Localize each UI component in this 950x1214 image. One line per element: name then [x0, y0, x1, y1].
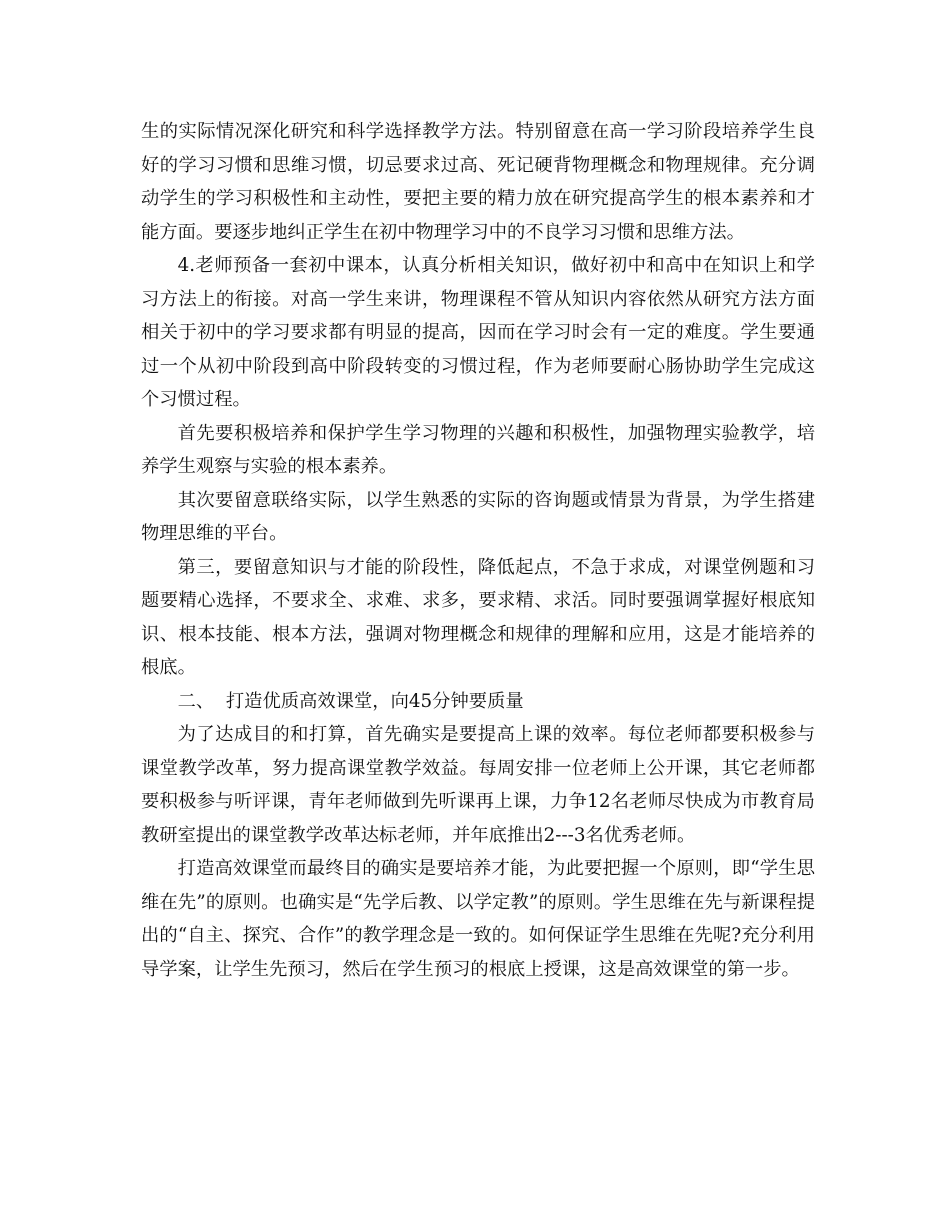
document-body: [141, 115, 815, 986]
section-heading-efficient-classroom: 二、 打造优质高效课堂，向45分钟要质量: [177, 690, 524, 712]
paragraph-interest-cultivation: 首先要积极培养和保护学生学习物理的兴趣和积极性，加强物理实验教学，培养学生观察与实验的根本素养。: [141, 422, 815, 477]
paragraph-continuation: 生的实际情况深化研究和科学选择教学方法。特别留意在高一学习阶段培养学生良好的学习习惯和思维习惯，切忌要求过高、死记硬背物理概念和物理规律。充分调动学生的学习积极性和主动性，要把主要的精力放在研究提高学生的根本素养和才能方面。要逐步地纠正学生在初中物理学习中的不良学习习惯和思维方法。: [141, 121, 815, 243]
paragraph-real-world-connection: 其次要留意联络实际，以学生熟悉的实际的咨询题或情景为背景，为学生搭建物理思维的平台。: [141, 489, 815, 544]
paragraph-textbook-preparation: 4.老师预备一套初中课本，认真分析相关知识，做好初中和高中在知识上和学习方法上的衔接。对高一学生来讲，物理课程不管从知识内容依然从研究方法方面相关于初中的学习要求都有明显的提高，因而在学习时会有一定的难度。学生要通过一个从初中阶段到高中阶段转变的习惯过程，作为老师要耐心肠协助学生完成这个习惯过程。: [141, 255, 815, 410]
paragraph-staged-learning: 第三，要留意知识与才能的阶段性，降低起点，不急于求成，对课堂例题和习题要精心选择，不要求全、求难、求多，要求精、求活。同时要强调掌握好根底知识、根本技能、根本方法，强调对物理概念和规律的理解和应用，这是才能培养的根底。: [141, 556, 815, 678]
paragraph-thinking-first: 打造高效课堂而最终目的确实是要培养才能，为此要把握一个原则，即“学生思维在先”的原则。也确实是“先学后教、以学定教”的原则。学生思维在先与新课程提出的“自主、探究、合作”的教学理念是一致的。如何保证学生思维在先呢?充分利用导学案，让学生先预习，然后在学生预习的根底上授课，这是高效课堂的第一步。: [141, 858, 815, 980]
paragraph-class-efficiency: 为了达成目的和打算，首先确实是要提高上课的效率。每位老师都要积极参与课堂教学改革，努力提高课堂教学效益。每周安排一位老师上公开课，其它老师都要积极参与听评课，青年老师做到先听课再上课，力争12名老师尽快成为市教育局教研室提出的课堂教学改革达标老师，并年底推出2---3名优秀老师。: [141, 724, 815, 846]
